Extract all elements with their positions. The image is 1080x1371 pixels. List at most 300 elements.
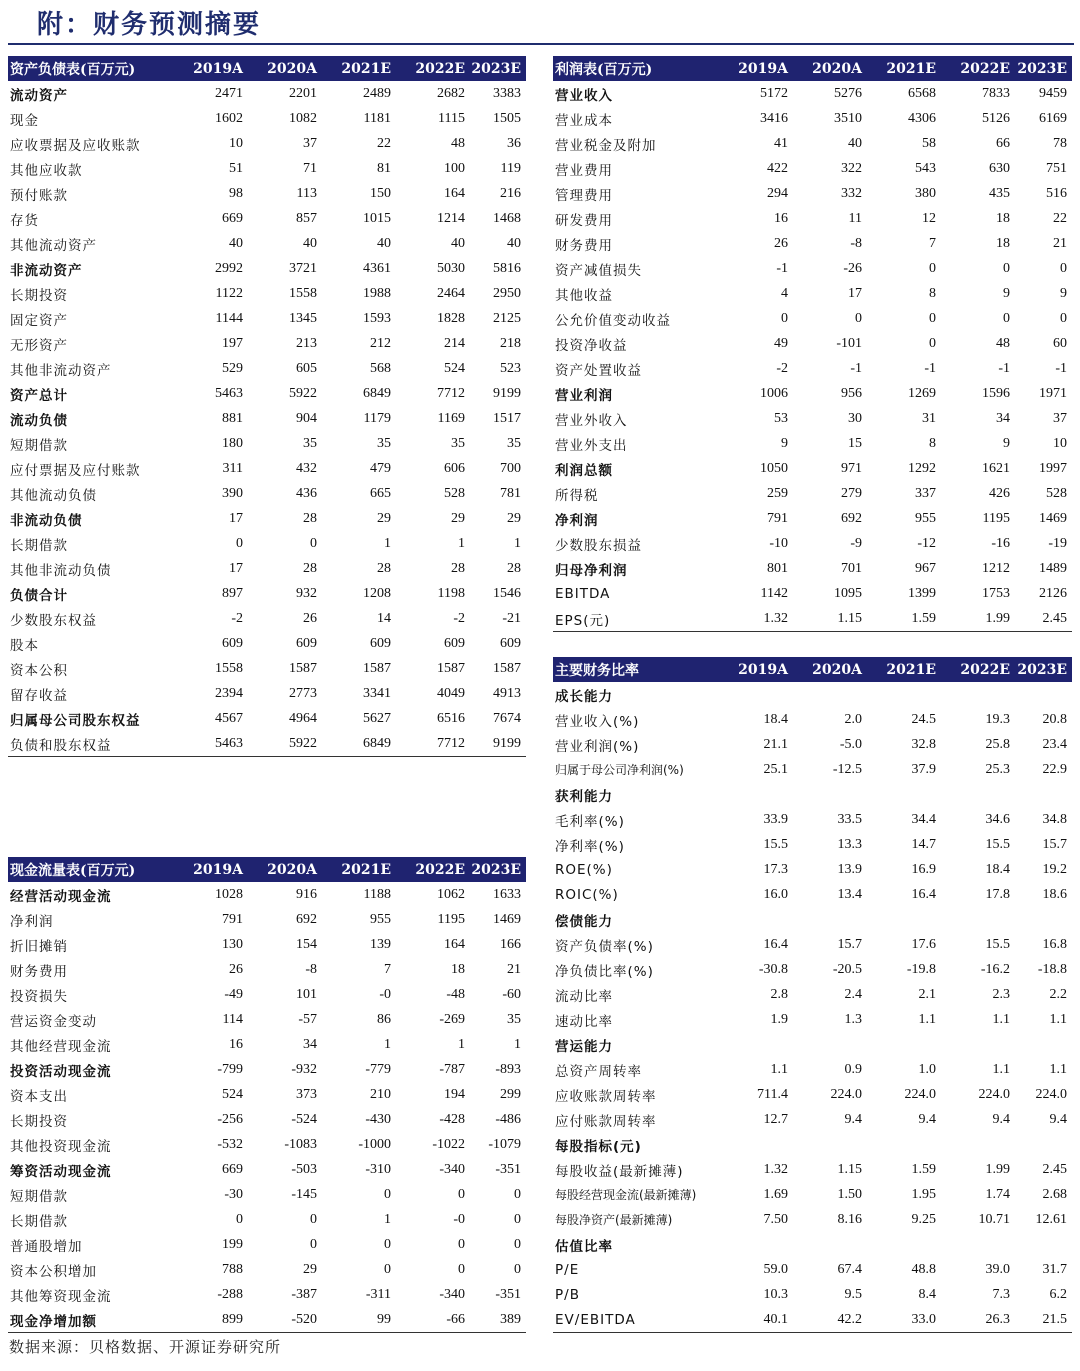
value-cell: 34 (303, 1036, 317, 1052)
year-header: 2021E (867, 56, 941, 81)
table-row (553, 406, 1072, 431)
table-row (553, 181, 1072, 206)
value-cell: 3383 (493, 85, 521, 101)
table-row (553, 682, 1072, 707)
value-cell: 34.8 (1042, 811, 1067, 827)
value-cell: 8 (929, 435, 936, 451)
value-cell: 700 (500, 460, 521, 476)
value-cell: 32.8 (911, 736, 936, 752)
value-cell: 224.0 (830, 1086, 862, 1102)
row-label: 每股收益(最新摊薄) (555, 1163, 684, 1180)
table-row (8, 1057, 526, 1082)
value-cell: 432 (296, 460, 317, 476)
table-row (553, 1257, 1072, 1282)
value-cell: -1000 (358, 1136, 391, 1152)
value-cell: 5922 (289, 385, 317, 401)
value-cell: 18.4 (985, 861, 1010, 877)
value-cell: 1 (514, 535, 521, 551)
value-cell: 1 (384, 535, 391, 551)
row-label: 资产处置收益 (555, 362, 642, 379)
value-cell: 389 (470, 1307, 526, 1333)
value-cell: 1.3 (844, 1011, 862, 1027)
table-row (553, 531, 1072, 556)
value-cell: 10 (229, 135, 243, 151)
table-row (8, 932, 526, 957)
value-cell: 1593 (363, 310, 391, 326)
table-row (8, 506, 526, 531)
value-cell: 0 (384, 1236, 391, 1252)
value-cell: 1082 (289, 110, 317, 126)
value-cell: 5627 (363, 710, 391, 726)
cash-flow-table (8, 857, 526, 1333)
value-cell: 3510 (834, 110, 862, 126)
row-label: 营业收入(%) (555, 713, 640, 730)
value-cell: 1633 (493, 886, 521, 902)
value-cell: -520 (248, 1307, 322, 1333)
value-cell: 5172 (760, 85, 788, 101)
year-header: 2021E (322, 857, 396, 882)
table-row (8, 631, 526, 656)
value-cell: 10.3 (763, 1286, 788, 1302)
row-label: 净负债比率(%) (555, 963, 654, 980)
value-cell: 5463 (215, 385, 243, 401)
value-cell: 40 (303, 235, 317, 251)
value-cell: 5126 (982, 110, 1010, 126)
value-cell: 1198 (437, 585, 465, 601)
value-cell: 53 (774, 410, 788, 426)
value-cell: -9 (850, 535, 862, 551)
value-cell: 139 (370, 936, 391, 952)
row-label: 筹资活动现金流 (10, 1163, 112, 1180)
year-header: 2022E (941, 56, 1015, 81)
row-label: 短期借款 (10, 437, 68, 454)
value-cell: 35 (507, 1011, 521, 1027)
table-row (8, 882, 526, 907)
value-cell: 630 (989, 160, 1010, 176)
table-row (553, 1232, 1072, 1257)
value-cell: 692 (296, 911, 317, 927)
value-cell: 2464 (437, 285, 465, 301)
value-cell: 28 (507, 560, 521, 576)
value-cell: 543 (915, 160, 936, 176)
value-cell: 18.6 (1042, 886, 1067, 902)
value-cell: 23.4 (1042, 736, 1067, 752)
value-cell: 2.8 (770, 986, 788, 1002)
value-cell: 0.9 (844, 1061, 862, 1077)
value-cell (723, 1032, 793, 1057)
value-cell: -256 (217, 1111, 243, 1127)
year-header: 2021E (867, 657, 941, 682)
value-cell: -49 (224, 986, 243, 1002)
table-row (8, 1182, 526, 1207)
row-label: 少数股东权益 (10, 612, 97, 629)
value-cell: 16.9 (911, 861, 936, 877)
value-cell: 22 (377, 135, 391, 151)
value-cell: 2682 (437, 85, 465, 101)
value-cell: 5030 (437, 260, 465, 276)
table-row (553, 932, 1072, 957)
table-row (8, 306, 526, 331)
value-cell: 34 (996, 410, 1010, 426)
value-cell (1015, 682, 1072, 707)
value-cell: 71 (303, 160, 317, 176)
row-label: 营业外支出 (555, 437, 628, 454)
value-cell: 42.2 (793, 1307, 867, 1333)
value-cell: 210 (370, 1086, 391, 1102)
row-label: 研发费用 (555, 212, 613, 229)
value-cell: 37 (303, 135, 317, 151)
value-cell: 9.4 (992, 1111, 1010, 1127)
table-row (553, 857, 1072, 882)
row-label: 应收票据及应收账款 (10, 137, 141, 154)
value-cell: -18.8 (1037, 961, 1067, 977)
value-cell: 8.4 (918, 1286, 936, 1302)
row-label: 营运能力 (555, 1038, 613, 1055)
value-cell: 1188 (363, 886, 391, 902)
row-label: EBITDA (555, 585, 611, 602)
value-cell: 332 (841, 185, 862, 201)
value-cell: 25.8 (985, 736, 1010, 752)
row-label: 营业利润(%) (555, 738, 640, 755)
value-cell: 528 (444, 485, 465, 501)
value-cell: 224.0 (1035, 1086, 1067, 1102)
value-cell: 606 (444, 460, 465, 476)
year-header: 2019A (178, 857, 248, 882)
value-cell: 1.1 (992, 1061, 1010, 1077)
row-label: 营业利润 (555, 387, 613, 404)
value-cell: 25.1 (763, 761, 788, 777)
table-row (553, 832, 1072, 857)
value-cell: 259 (767, 485, 788, 501)
value-cell: 1587 (289, 660, 317, 676)
value-cell: 0 (384, 1186, 391, 1202)
table-row (553, 1057, 1072, 1082)
value-cell: 16 (229, 1036, 243, 1052)
value-cell: 0 (310, 535, 317, 551)
value-cell (941, 782, 1015, 807)
value-cell: 164 (444, 185, 465, 201)
value-cell: 1596 (982, 385, 1010, 401)
value-cell: 1050 (760, 460, 788, 476)
value-cell: 1.0 (918, 1061, 936, 1077)
value-cell: 1.69 (763, 1186, 788, 1202)
value-cell (723, 907, 793, 932)
value-cell: 1179 (363, 410, 391, 426)
value-cell (867, 907, 941, 932)
row-label: 负债合计 (10, 587, 68, 604)
value-cell: -16 (991, 535, 1010, 551)
value-cell (941, 1032, 1015, 1057)
value-cell: 609 (444, 635, 465, 651)
row-label: P/E (555, 1261, 580, 1278)
value-cell: -19.8 (906, 961, 936, 977)
value-cell: 19.2 (1042, 861, 1067, 877)
row-label: EV/EBITDA (553, 1307, 723, 1333)
value-cell: -8 (850, 235, 862, 251)
value-cell: -30 (224, 1186, 243, 1202)
value-cell: 1997 (1039, 460, 1067, 476)
value-cell: 66 (996, 135, 1010, 151)
year-header: 2019A (723, 657, 793, 682)
value-cell: 4049 (437, 685, 465, 701)
value-cell: 1115 (438, 110, 465, 126)
value-cell: 1169 (437, 410, 465, 426)
value-cell: -1 (850, 360, 862, 376)
value-cell (1015, 1132, 1072, 1157)
row-label: 负债和股东权益 (8, 731, 178, 757)
value-cell: 0 (458, 1186, 465, 1202)
value-cell: 24.5 (911, 711, 936, 727)
year-header: 2020A (248, 56, 322, 81)
value-cell: 609 (296, 635, 317, 651)
row-label: 应收账款周转率 (555, 1088, 657, 1105)
table-row (553, 131, 1072, 156)
value-cell: 18.4 (763, 711, 788, 727)
year-header: 2020A (793, 657, 867, 682)
row-label: 净利率(%) (555, 838, 625, 855)
value-cell: 0 (855, 310, 862, 326)
table-row (8, 681, 526, 706)
row-label: 现金净增加额 (8, 1307, 178, 1333)
value-cell: 4913 (493, 685, 521, 701)
value-cell: 322 (841, 160, 862, 176)
table-row (8, 556, 526, 581)
row-label: EPS(元) (553, 606, 723, 632)
value-cell: 1.15 (837, 1161, 862, 1177)
value-cell: 31 (922, 410, 936, 426)
value-cell: 31.7 (1042, 1261, 1067, 1277)
table-row (8, 1282, 526, 1307)
value-cell: 130 (222, 936, 243, 952)
value-cell: 17.3 (763, 861, 788, 877)
value-cell: 1.1 (770, 1061, 788, 1077)
value-cell: 100 (444, 160, 465, 176)
value-cell (867, 1232, 941, 1257)
value-cell: 86 (377, 1011, 391, 1027)
table-row (553, 1132, 1072, 1157)
row-label: 偿债能力 (555, 913, 613, 930)
row-label: 投资净收益 (555, 337, 628, 354)
row-label: 存货 (10, 212, 39, 229)
table-row (8, 131, 526, 156)
table-row (553, 1282, 1072, 1307)
row-label: 财务费用 (10, 963, 68, 980)
value-cell: 2126 (1039, 585, 1067, 601)
row-label: 其他非流动资产 (10, 362, 112, 379)
value-cell: 22.9 (1042, 761, 1067, 777)
value-cell: 1587 (493, 660, 521, 676)
value-cell: 299 (500, 1086, 521, 1102)
row-label: 每股指标(元) (555, 1138, 642, 1155)
value-cell: 1.50 (837, 1186, 862, 1202)
value-cell: 13.9 (837, 861, 862, 877)
row-label: 净利润 (555, 512, 599, 529)
value-cell: 12 (922, 210, 936, 226)
value-cell: -145 (291, 1186, 317, 1202)
value-cell: 15.5 (763, 836, 788, 852)
value-cell: 881 (222, 410, 243, 426)
value-cell (793, 1232, 867, 1257)
row-label: 其他流动资产 (10, 237, 97, 254)
row-label: 长期借款 (10, 537, 68, 554)
year-header: 2019A (178, 56, 248, 81)
row-label: 资产减值损失 (555, 262, 642, 279)
table-row (553, 206, 1072, 231)
table-title: 资产负债表(百万元) (8, 56, 178, 81)
value-cell: 2394 (215, 685, 243, 701)
value-cell: 13.3 (837, 836, 862, 852)
row-label: 速动比率 (555, 1013, 613, 1030)
value-cell: 16 (774, 210, 788, 226)
value-cell: -351 (495, 1286, 521, 1302)
value-cell: 33.5 (837, 811, 862, 827)
table-row (8, 606, 526, 631)
value-cell: -101 (836, 335, 862, 351)
value-cell: 1558 (215, 660, 243, 676)
value-cell: 380 (915, 185, 936, 201)
value-cell: -310 (365, 1161, 391, 1177)
value-cell: 17.6 (911, 936, 936, 952)
value-cell: -340 (439, 1161, 465, 1177)
value-cell (867, 1132, 941, 1157)
year-header: 2023E (470, 56, 526, 81)
value-cell: 17 (848, 285, 862, 301)
value-cell: -1 (776, 260, 788, 276)
value-cell: 1345 (289, 310, 317, 326)
year-header: 2023E (1015, 657, 1072, 682)
value-cell: 1015 (363, 210, 391, 226)
row-label: 应付票据及应付账款 (10, 462, 141, 479)
value-cell: 1469 (493, 911, 521, 927)
value-cell: -26 (843, 260, 862, 276)
value-cell: 0 (384, 1261, 391, 1277)
value-cell: 5922 (248, 731, 322, 757)
value-cell: 2773 (289, 685, 317, 701)
value-cell: 5816 (493, 260, 521, 276)
table-row (8, 581, 526, 606)
value-cell: 791 (222, 911, 243, 927)
table-row (8, 1107, 526, 1132)
value-cell: 214 (444, 335, 465, 351)
value-cell: 67.4 (837, 1261, 862, 1277)
row-label: ROE(%) (555, 861, 613, 878)
value-cell (723, 1232, 793, 1257)
table-row (553, 1032, 1072, 1057)
value-cell: 0 (1003, 310, 1010, 326)
value-cell: 40 (507, 235, 521, 251)
value-cell: 9.5 (844, 1286, 862, 1302)
table-row (553, 331, 1072, 356)
value-cell: 4964 (289, 710, 317, 726)
value-cell: 435 (989, 185, 1010, 201)
value-cell: 791 (767, 510, 788, 526)
value-cell: 1.99 (941, 606, 1015, 632)
value-cell (793, 682, 867, 707)
value-cell: 0 (1060, 260, 1067, 276)
value-cell: 2489 (363, 85, 391, 101)
value-cell: 857 (296, 210, 317, 226)
value-cell: 28 (451, 560, 465, 576)
value-cell: 801 (767, 560, 788, 576)
value-cell: -1083 (284, 1136, 317, 1152)
row-label: 每股经营现金流(最新摊薄) (555, 1188, 697, 1202)
table-row (553, 481, 1072, 506)
value-cell: 955 (915, 510, 936, 526)
value-cell: 199 (222, 1236, 243, 1252)
value-cell: 0 (514, 1261, 521, 1277)
value-cell (793, 1132, 867, 1157)
table-row (8, 156, 526, 181)
value-cell: 180 (222, 435, 243, 451)
value-cell: 1517 (493, 410, 521, 426)
value-cell: 7 (929, 235, 936, 251)
value-cell: 224.0 (904, 1086, 936, 1102)
value-cell: 528 (1046, 485, 1067, 501)
value-cell: 154 (296, 936, 317, 952)
value-cell: 33.0 (867, 1307, 941, 1333)
value-cell: 17 (229, 560, 243, 576)
value-cell (867, 1032, 941, 1057)
value-cell: -524 (291, 1111, 317, 1127)
table-row (8, 531, 526, 556)
value-cell: -1 (924, 360, 936, 376)
value-cell: 1 (514, 1036, 521, 1052)
value-cell (941, 907, 1015, 932)
value-cell: 516 (1046, 185, 1067, 201)
value-cell: 1.99 (985, 1161, 1010, 1177)
value-cell: 1.9 (770, 1011, 788, 1027)
value-cell: 2.0 (844, 711, 862, 727)
value-cell (941, 1232, 1015, 1257)
value-cell: 1181 (363, 110, 391, 126)
table-row (8, 907, 526, 932)
value-cell: 15.7 (837, 936, 862, 952)
value-cell: 48 (451, 135, 465, 151)
row-label: 其他经营现金流 (10, 1038, 112, 1055)
row-label: 现金 (10, 112, 39, 129)
value-cell: 58 (922, 135, 936, 151)
value-cell (867, 782, 941, 807)
row-label: 长期投资 (10, 1113, 68, 1130)
value-cell: 4306 (908, 110, 936, 126)
value-cell: 7833 (982, 85, 1010, 101)
value-cell: 1489 (1039, 560, 1067, 576)
value-cell: -8 (305, 961, 317, 977)
table-row (8, 982, 526, 1007)
table-row (8, 731, 526, 757)
table-row (553, 1007, 1072, 1032)
value-cell: 1.1 (1049, 1011, 1067, 1027)
table-row (553, 231, 1072, 256)
value-cell: 20.8 (1042, 711, 1067, 727)
table-header-row (553, 657, 1072, 682)
value-cell: 21.5 (1015, 1307, 1072, 1333)
value-cell: -1079 (488, 1136, 521, 1152)
row-label: 成长能力 (555, 688, 613, 705)
value-cell (1015, 782, 1072, 807)
value-cell: 1292 (908, 460, 936, 476)
value-cell: 49 (774, 335, 788, 351)
row-label: 投资活动现金流 (10, 1063, 112, 1080)
value-cell (941, 1132, 1015, 1157)
financial-ratios-table (553, 657, 1072, 1333)
value-cell: 1142 (760, 585, 788, 601)
value-cell: 2.1 (918, 986, 936, 1002)
value-cell: 390 (222, 485, 243, 501)
value-cell: 0 (514, 1211, 521, 1227)
value-cell: 15.5 (985, 936, 1010, 952)
row-label: 资产总计 (10, 387, 68, 404)
